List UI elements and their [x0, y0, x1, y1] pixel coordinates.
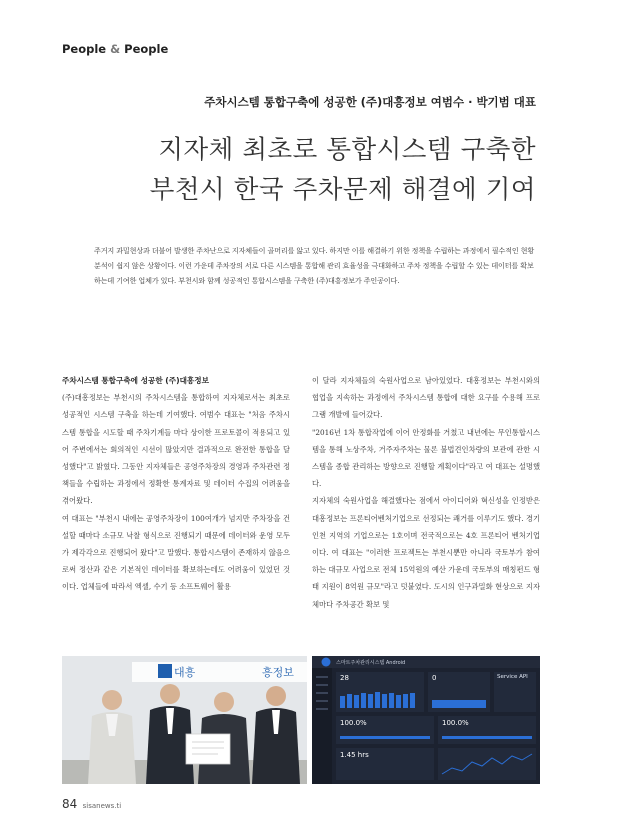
sign-text-left: 대흥: [174, 666, 196, 679]
section-label-amp: &: [110, 42, 121, 56]
section-label: [62, 42, 168, 56]
body-paragraph: (주)대흥정보는 부천시의 주차시스템을 통합하여 지자체로서는 최초로 성공적인 시스템 구축을 하는데 기여했다. 여범수 대표는 "처음 주차시스템 통합을 시도할 때 주차기계들 마다 상이한 프로토콜이 적용되고 있어 주변에서는 회의적인 시선이 많았지만 결과적으로 완전한 통합을 달성했다"고 밝혔다. 그동안 지자체들은 공영주차장의 경영과 주차관련 정책들을 수립하는 과정에서 정확한 통계자료 및 데이터 수집의 어려움을 겪어왔다.: [62, 393, 290, 506]
dashboard-pct-right: 100.0%: [442, 719, 469, 727]
sign-text-right: 흥정보: [262, 666, 294, 679]
headline-line-1: 지자체 최초로 통합시스템 구축한: [158, 135, 536, 165]
body-paragraph: 이 달라 지자체들의 숙원사업으로 남아있었다. 대흥정보는 부천시와의 협업을 지속하는 과정에서 주차시스템 통합에 대한 요구를 수용해 프로그램 개발에 들어갔다.: [312, 376, 540, 420]
dashboard-app-title: 스마트주차관리시스템 Android: [336, 660, 406, 666]
page-number: 84: [62, 797, 78, 811]
dashboard-stat-left: 28: [340, 674, 349, 682]
section-label-part2: People: [124, 42, 169, 56]
article-kicker: 주차시스템 통합구축에 성공한 (주)대흥정보 여범수 · 박기범 대표: [204, 95, 536, 109]
body-column-left: [62, 372, 290, 596]
body-column-right: [312, 372, 540, 613]
article-photo: [62, 656, 307, 784]
dashboard-screenshot: [312, 656, 540, 784]
dashboard-stat-mid: 0: [432, 674, 437, 682]
body-paragraph: 여 대표는 "부천시 내에는 공영주차장이 100여개가 넘지만 주차장을 건설할 때마다 소규모 낙찰 형식으로 진행되기 때문에 데이터와 운영 모두가 제각각으로 진행되어 왔다"고 말했다. 통합시스템이 존재하지 않음으로써 정산과 같은 기본적인 데이터를 확보하는데도 어려움이 있었던 것이다. 업체들에 따라서 엑셀, 수기 등 소프트웨어 활용: [62, 513, 290, 592]
footer-site: sisanews.ti: [82, 802, 122, 810]
dashboard-pct-left: 100.0%: [340, 719, 367, 727]
column-subhead: 주차시스템 통합구축에 성공한 (주)대흥정보: [62, 376, 209, 385]
dashboard-panel-label: Service API: [497, 674, 528, 680]
page-footer: [62, 797, 121, 811]
article-headline: [150, 130, 536, 210]
body-paragraph: "2016년 1차 통합작업에 이어 안정화를 거쳤고 내년에는 무인통합시스템을 통해 노상주차, 거주자주차는 물론 불법견인차량의 보관에 관한 시스템을 종합 관리하는 방향으로 진행할 계획이다"라고 여 대표는 설명했다.: [312, 427, 540, 489]
body-paragraph: 지자체의 숙원사업을 해결했다는 점에서 아이디어와 혁신성을 인정받은 대흥정보는 프론티어벤처기업으로 선정되는 쾌거를 이루기도 했다. 경기인천 지역의 기업으로는 1호이며 전국적으로는 4호 프론티어 벤처기업이다. 여 대표는 "이러한 프로젝트는 부천시뿐만 아니라 국토부가 참여하는 대규모 사업으로 전체 15억원의 예산 가운데 국토부의 매칭펀드 형태 지원이 8억원 규모"라고 덧붙였다. 도시의 인구과밀화 현상으로 지자체마다 주차공간 확보 및: [312, 496, 540, 609]
article-lead: 주거지 과밀현상과 더불어 발생한 주차난으로 지자체들이 골머리를 앓고 있다. 하지만 이를 해결하기 위한 정책을 수립하는 과정에서 필수적인 현황분석이 쉽지 않은 상황이다. 이런 가운데 주차장의 서로 다른 시스템을 통합해 관리 효율성을 극대화하고 주차 정책을 수립할 수 있는 데이터를 확보하는데 기여한 업체가 있다. 부천시와 함께 성공적인 통합시스템을 구축한 (주)대흥정보가 주인공이다.: [94, 246, 535, 286]
headline-line-2: 부천시 한국 주차문제 해결에 기여: [149, 175, 536, 205]
dashboard-rate: 1.45 hrs: [340, 751, 369, 759]
group-photo-illustration: [62, 656, 307, 784]
section-label-part1: People: [62, 42, 107, 56]
